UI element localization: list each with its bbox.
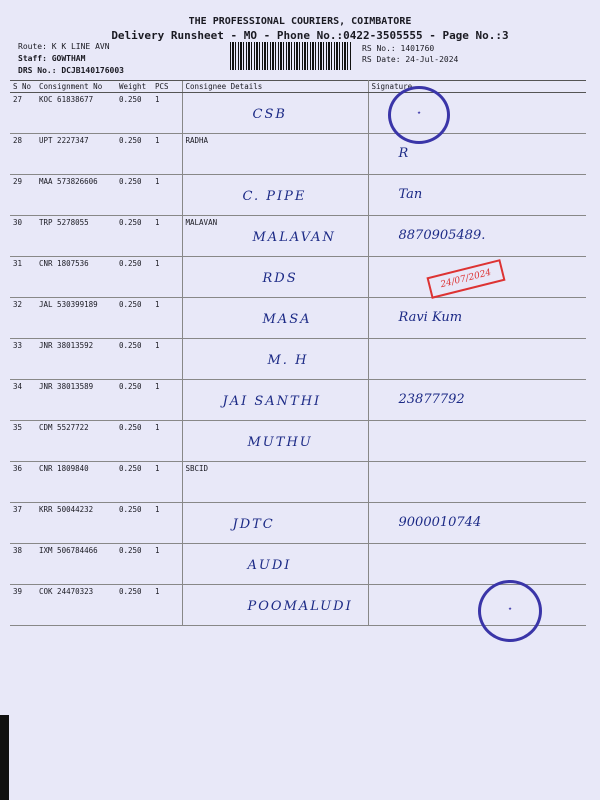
col-header-signature: Signature: [368, 81, 586, 93]
pcs-cell: 1: [152, 175, 182, 216]
pcs-cell: 1: [152, 339, 182, 380]
signature-handwriting: Tan: [398, 187, 423, 202]
consignee-handwritten-name: POOMALUDI: [247, 599, 353, 614]
sno-cell: 37: [10, 503, 36, 544]
col-header-consignment: Consignment No: [36, 81, 116, 93]
consignee-handwritten-name: CSB: [252, 107, 287, 122]
consignee-cell: [182, 339, 368, 380]
sno-cell: 38: [10, 544, 36, 585]
consignee-handwritten-name: M. H: [267, 353, 309, 368]
weight-cell: 0.250: [116, 216, 152, 257]
signature-cell: [368, 585, 586, 626]
consignee-handwritten-name: C. PIPE: [242, 189, 307, 204]
consignee-handwritten-name: AUDI: [247, 558, 292, 573]
signature-cell: [368, 544, 586, 585]
consignee-cell: [182, 93, 368, 134]
table-row: [10, 462, 586, 503]
red-date-stamp: 24/07/2024: [426, 259, 505, 299]
consignee-handwritten-name: MUTHU: [247, 435, 313, 450]
consignee-cell: [182, 462, 368, 503]
weight-cell: 0.250: [116, 134, 152, 175]
staff-label: Staff: GOWTHAM: [18, 54, 86, 63]
pcs-cell: 1: [152, 503, 182, 544]
pcs-cell: 1: [152, 298, 182, 339]
consignment-cell: JAL 530399189: [36, 298, 116, 339]
weight-cell: 0.250: [116, 544, 152, 585]
consignment-cell: COK 24470323: [36, 585, 116, 626]
weight-cell: 0.250: [116, 503, 152, 544]
consignee-handwritten-name: RDS: [262, 271, 298, 286]
table-header-row: [10, 81, 586, 93]
signature-cell: [368, 462, 586, 503]
signature-cell: [368, 503, 586, 544]
pcs-cell: 1: [152, 216, 182, 257]
pcs-cell: 1: [152, 544, 182, 585]
consignee-cell: [182, 298, 368, 339]
consignment-cell: KOC 61838677: [36, 93, 116, 134]
weight-cell: 0.250: [116, 380, 152, 421]
sno-cell: 29: [10, 175, 36, 216]
table-row: [10, 175, 586, 216]
signature-cell: [368, 339, 586, 380]
col-header-pcs: PCS: [152, 81, 182, 93]
table-row: [10, 544, 586, 585]
consignee-printed-name: MALAVAN: [185, 218, 218, 227]
sno-cell: 39: [10, 585, 36, 626]
consignment-cell: KRR 50044232: [36, 503, 116, 544]
consignee-cell: [182, 175, 368, 216]
weight-cell: 0.250: [116, 257, 152, 298]
signature-cell: [368, 134, 586, 175]
consignee-handwritten-name: MASA: [262, 312, 312, 327]
consignee-cell: [182, 503, 368, 544]
consignment-cell: CNR 1809840: [36, 462, 116, 503]
signature-handwriting: 23877792: [398, 392, 465, 407]
consignee-cell: [182, 216, 368, 257]
sno-cell: 32: [10, 298, 36, 339]
weight-cell: 0.250: [116, 421, 152, 462]
consignee-cell: [182, 544, 368, 585]
consignment-cell: JNR 38013592: [36, 339, 116, 380]
weight-cell: 0.250: [116, 462, 152, 503]
consignment-cell: TRP 5278055: [36, 216, 116, 257]
consignment-cell: CNR 1807536: [36, 257, 116, 298]
consignee-printed-name: RADHA: [185, 136, 209, 145]
barcode: [230, 42, 352, 70]
weight-cell: 0.250: [116, 339, 152, 380]
sno-cell: 31: [10, 257, 36, 298]
table-row: [10, 93, 586, 134]
signature-cell: [368, 421, 586, 462]
consignee-cell: [182, 380, 368, 421]
table-row: [10, 380, 586, 421]
consignee-printed-name: SBCID: [185, 464, 209, 473]
consignee-cell: [182, 421, 368, 462]
consignment-cell: CDM 5527722: [36, 421, 116, 462]
pcs-cell: 1: [152, 93, 182, 134]
courier-stamp-top: ★: [388, 86, 450, 144]
consignee-handwritten-name: MALAVAN: [252, 230, 336, 245]
consignee-cell: [182, 257, 368, 298]
consignment-cell: UPT 2227347: [36, 134, 116, 175]
table-row: [10, 134, 586, 175]
rs-number: RS No.: 1401760: [362, 44, 435, 53]
signature-cell: [368, 380, 586, 421]
route-label: Route: K K LINE AVN: [18, 42, 110, 51]
weight-cell: 0.250: [116, 93, 152, 134]
pcs-cell: 1: [152, 585, 182, 626]
rs-date: RS Date: 24-Jul-2024: [362, 55, 459, 64]
pcs-cell: 1: [152, 462, 182, 503]
pcs-cell: 1: [152, 380, 182, 421]
table-row: [10, 216, 586, 257]
consignee-handwritten-name: JAI SANTHI: [222, 394, 322, 409]
consignment-cell: MAA 573826606: [36, 175, 116, 216]
table-row: [10, 339, 586, 380]
pcs-cell: 1: [152, 257, 182, 298]
weight-cell: 0.250: [116, 298, 152, 339]
signature-cell: [368, 298, 586, 339]
weight-cell: 0.250: [116, 585, 152, 626]
delivery-table: [10, 80, 586, 626]
signature-cell: [368, 175, 586, 216]
courier-stamp-bottom: ★: [478, 580, 542, 642]
pcs-cell: 1: [152, 134, 182, 175]
sno-cell: 34: [10, 380, 36, 421]
pcs-cell: 1: [152, 421, 182, 462]
table-row: [10, 503, 586, 544]
table-row: [10, 298, 586, 339]
sno-cell: 35: [10, 421, 36, 462]
drs-number: DRS No.: DCJB140176003: [18, 66, 124, 75]
signature-handwriting: R: [398, 146, 409, 161]
consignment-cell: JNR 38013589: [36, 380, 116, 421]
consignment-cell: IXM 506784466: [36, 544, 116, 585]
sno-cell: 30: [10, 216, 36, 257]
sno-cell: 36: [10, 462, 36, 503]
col-header-consignee: Consignee Details: [182, 81, 368, 93]
signature-handwriting: 8870905489.: [398, 228, 486, 243]
signature-handwriting: 9000010744: [398, 515, 482, 530]
table-row: [10, 421, 586, 462]
scan-edge-mark: [0, 715, 9, 800]
signature-cell: [368, 216, 586, 257]
weight-cell: 0.250: [116, 175, 152, 216]
consignee-cell: [182, 134, 368, 175]
sno-cell: 28: [10, 134, 36, 175]
runsheet-subtitle: Delivery Runsheet - MO - Phone No.:0422-3505555 - Page No.:3: [111, 29, 509, 42]
sno-cell: 33: [10, 339, 36, 380]
company-title: THE PROFESSIONAL COURIERS, COIMBATORE: [188, 16, 412, 27]
col-header-weight: Weight: [116, 81, 152, 93]
consignee-handwritten-name: JDTC: [232, 517, 275, 532]
sno-cell: 27: [10, 93, 36, 134]
col-header-sno: S No: [10, 81, 36, 93]
consignee-cell: [182, 585, 368, 626]
signature-handwriting: Ravi Kum: [398, 310, 463, 325]
